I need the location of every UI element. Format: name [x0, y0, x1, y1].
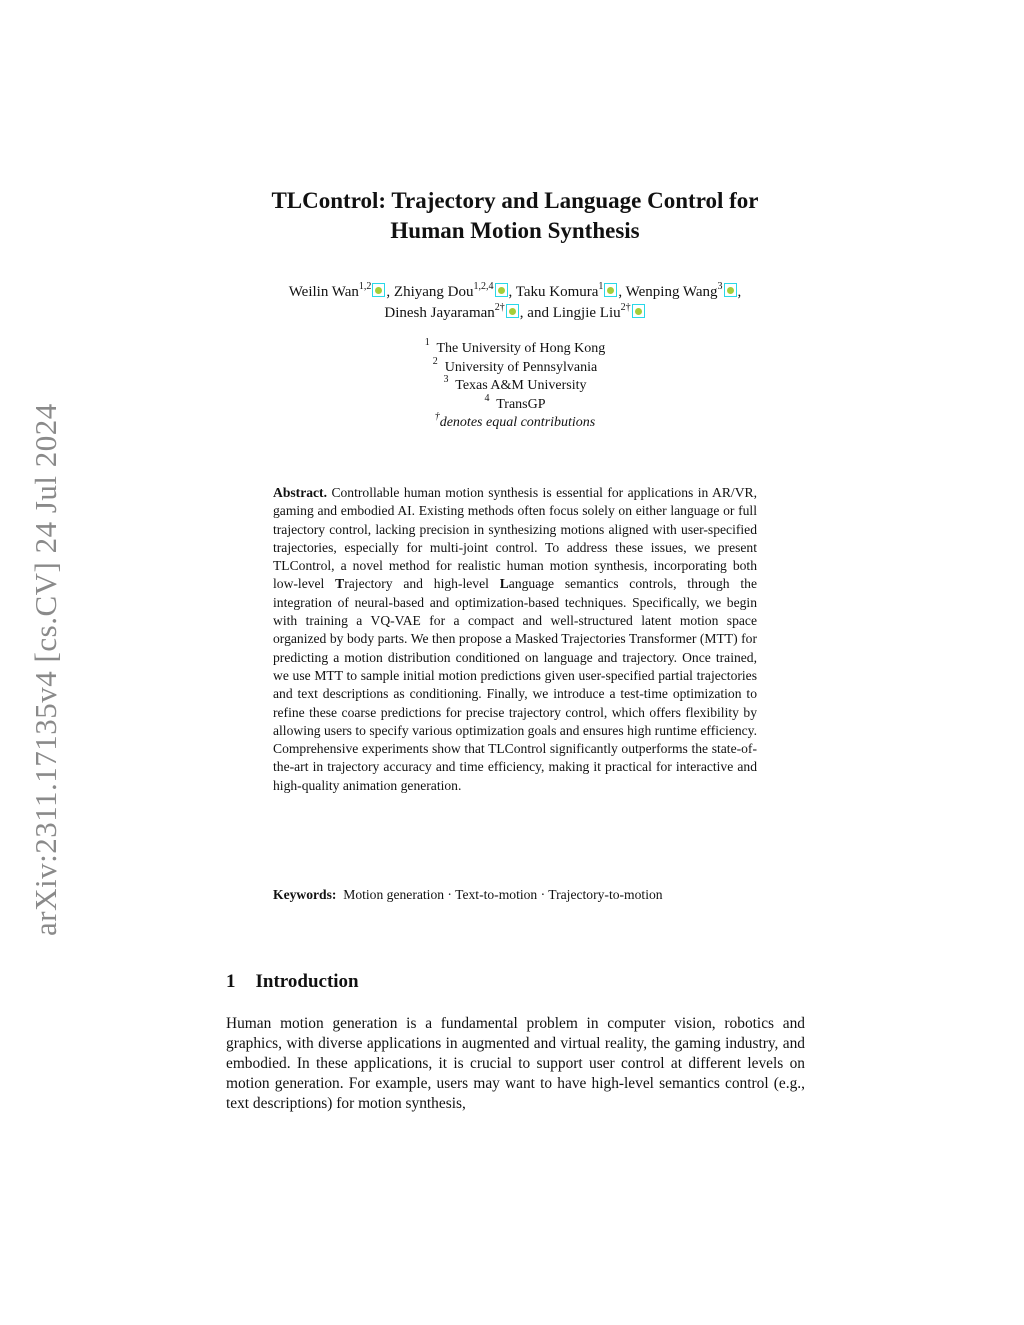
abstract-label: Abstract. — [273, 485, 327, 500]
abstract-bold-letter: L — [499, 576, 509, 592]
affiliation — [300, 355, 730, 378]
affil-name: Texas A&M University — [455, 378, 587, 393]
orcid-icon[interactable] — [506, 304, 519, 318]
equal-contribution-note — [300, 411, 730, 433]
orcid-icon[interactable] — [724, 283, 737, 297]
affil-number: 3 — [443, 374, 449, 386]
affiliation — [300, 337, 730, 359]
author-affil-sup: 1,2,4 — [473, 281, 494, 292]
author-name: Zhiyang Dou — [393, 284, 474, 300]
author-affil-sup: 2† — [620, 302, 631, 313]
author-line-2 — [180, 303, 850, 324]
affil-name: TransGP — [496, 396, 546, 412]
dagger-mark: † — [434, 411, 440, 423]
title-line-1: TLControl: Trajectory and Language Control for — [271, 188, 759, 213]
section-title: Introduction — [255, 971, 359, 992]
intro-paragraph: Human motion generation is a fundamental problem in computer vision, robotics and graphics, with diverse applications in augmented and virtual reality, the gaming industry, and embodied. In these applications, it is crucial to support user control at different levels on motion generation. For example, users may want to have high-level semantics control (e.g., text descriptions) for motion synthesis, — [226, 1015, 805, 1112]
author-affil-sup: 1 — [598, 281, 604, 292]
arxiv-stamp[interactable]: arXiv:2311.17135v4 [cs.CV] 24 Jul 2024 — [28, 403, 63, 936]
affiliation — [300, 374, 730, 396]
author-line-1 — [180, 282, 850, 303]
affil-number: 4 — [484, 392, 490, 404]
separator: , and — [519, 305, 549, 321]
orcid-icon[interactable] — [372, 283, 385, 297]
abstract-text: anguage semantics controls, through the integration of neural-based and optimization-based techniques. Specifically, we begin with training a VQ-VAE for a compact and well-structured latent motion space organized by body parts. We then propose a Masked Trajectories Transformer (MTT) for predicting a motion distribution conditioned on language and trajectory. Once trained, we use MTT to sample initial motion predictions given user-specified partial trajectories and text descriptions as conditioning. Finally, we introduce a test-time optimization to refine these coarse predictions for precise trajectory control, which offers flexibility by allowing users to specify various optimization goals and ensures high runtime efficiency. Comprehensive experiments show that TLControl significantly outperforms the state-of-the-art in trajectory accuracy and time efficiency, making it practical for interactive and high-quality animation generation. — [273, 576, 757, 793]
abstract — [273, 484, 757, 795]
keywords-label: Keywords: — [273, 887, 337, 902]
orcid-icon[interactable] — [495, 283, 508, 297]
orcid-icon[interactable] — [632, 304, 645, 318]
keywords — [273, 886, 757, 904]
affiliation-list — [300, 337, 730, 433]
abstract-bold-letter: T — [335, 576, 345, 592]
abstract-text: Controllable human motion synthesis is essential for applications in AR/VR, gaming and embodied AI. Existing methods often focus solely on either language or full trajectory control, lacking precision in synthesizing motions aligned with user-specified trajectories, especially for multi-joint control. To address these issues, we present TLControl, a novel method for realistic human motion synthesis, incorporating both low-level — [273, 485, 757, 592]
author-affil-sup: 3 — [717, 281, 723, 292]
separator: , — [618, 284, 623, 300]
affiliation — [300, 392, 730, 415]
author-name: Dinesh Jayaraman — [384, 305, 495, 321]
note-text: denotes equal contributions — [439, 415, 596, 430]
author-affil-sup: 2† — [494, 302, 505, 313]
abstract-text: rajectory and high-level — [344, 576, 489, 592]
author-list — [180, 282, 850, 324]
title-line-2: Human Motion Synthesis — [390, 218, 640, 243]
author-affil-sup: 1,2 — [358, 281, 372, 292]
affil-name: University of Pennsylvania — [444, 359, 598, 375]
section-heading — [226, 970, 359, 994]
affil-number: 2 — [432, 355, 438, 367]
separator: , — [508, 284, 513, 300]
author-name: Lingjie Liu — [552, 305, 621, 321]
affil-number: 1 — [424, 337, 430, 349]
section-number: 1 — [226, 971, 236, 992]
orcid-icon[interactable] — [604, 283, 617, 297]
author-name: Wenping Wang — [625, 284, 718, 300]
separator: , — [737, 284, 742, 300]
separator: , — [386, 284, 391, 300]
author-name: Taku Komura — [515, 284, 599, 300]
keywords-text: Motion generation · Text-to-motion · Trajectory-to-motion — [343, 887, 663, 902]
affil-name: The University of Hong Kong — [436, 341, 606, 356]
author-name: Weilin Wan — [288, 284, 359, 300]
paper-title — [200, 186, 830, 246]
